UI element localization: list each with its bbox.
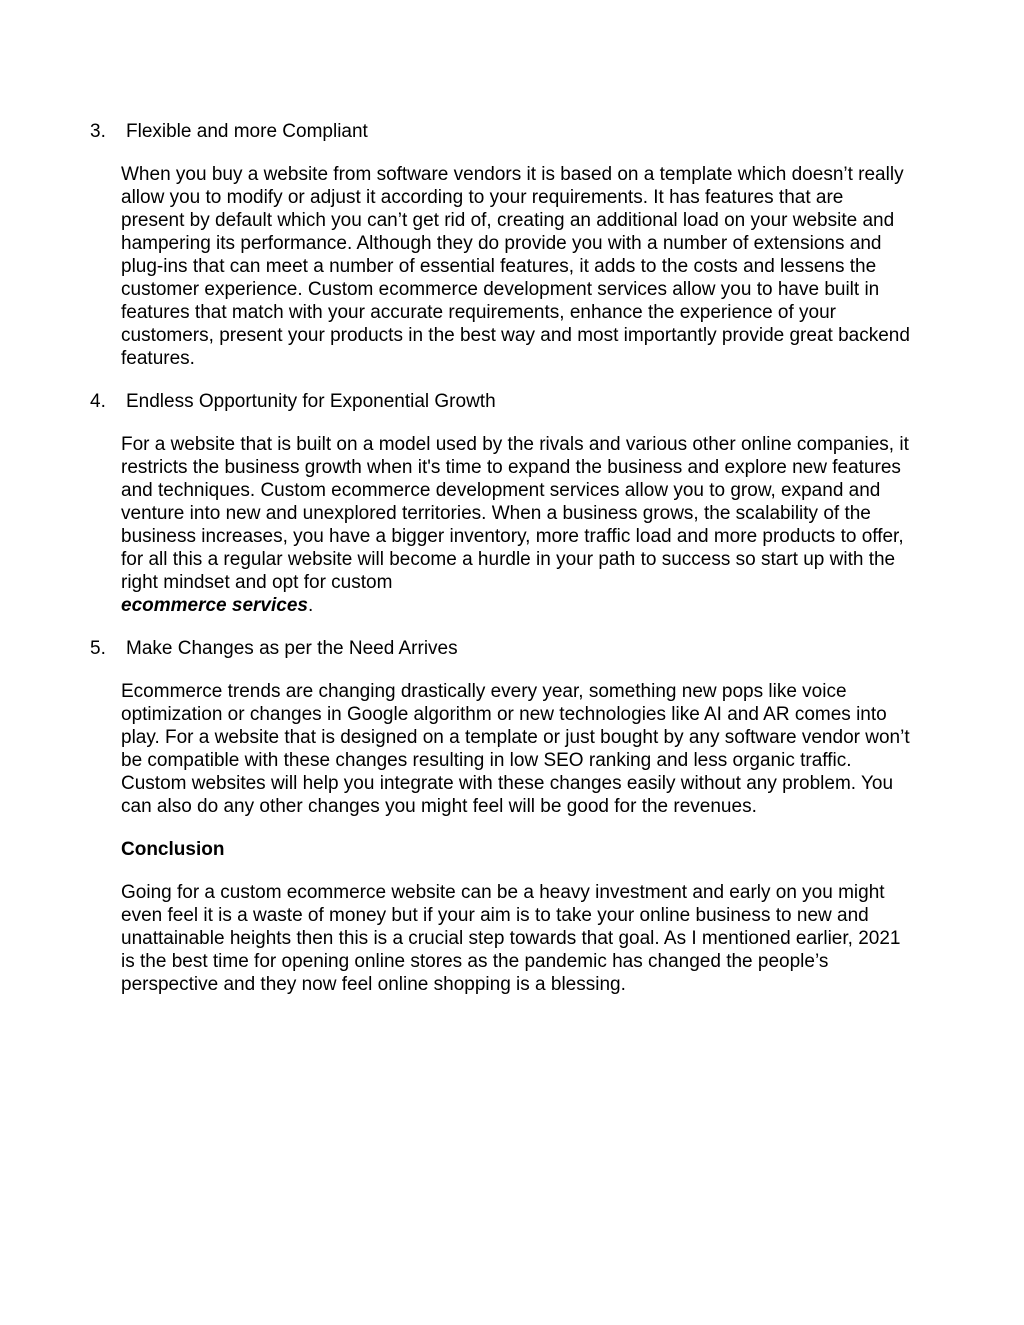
conclusion-heading: Conclusion xyxy=(121,839,225,860)
section-paragraph: Ecommerce trends are changing drastically every year, something new pops like voice optimization or changes in Google algorithm or new technologies like AI and AR comes into play. For a website that is designed on a template or just bought by any software vendor won’t be compatible with these changes resulting in low SEO ranking and less organic traffic. Custom websites will help you integrate with these changes easily without any problem. You can also do any other changes you might feel will be good for the revenues. xyxy=(121,681,910,817)
conclusion-paragraph: Going for a custom ecommerce website can be a heavy investment and early on you might even feel it is a waste of money but if your aim is to take your online business to new and unattainable heights then this is a crucial step towards that goal. As I mentioned earlier, 2021 is the best time for opening online stores as the pandemic has changed the people’s perspective and they now feel online shopping is a blessing. xyxy=(121,882,901,995)
section-title: Make Changes as per the Need Arrives xyxy=(126,638,458,659)
paragraph-text: For a website that is built on a model used by the rivals and various other online companies, it restricts the business growth when it's time to expand the business and explore new features and techniques. Custom ecommerce development services allow you to grow, expand and venture into new and unexplored territories. When a business grows, the scalability of the business increases, you have a bigger inventory, more traffic load and more products to offer, for all this a regular website will become a hurdle in your path to success so start up with the right mindset and opt for custom xyxy=(121,434,909,593)
section-heading-4 xyxy=(90,390,920,413)
section-number: 4. xyxy=(90,391,106,412)
section-title: Flexible and more Compliant xyxy=(126,121,368,142)
section-number: 3. xyxy=(90,121,106,142)
section-heading-5 xyxy=(90,637,920,660)
section-heading-3 xyxy=(90,120,920,143)
section-number: 5. xyxy=(90,638,106,659)
section-title: Endless Opportunity for Exponential Growth xyxy=(126,391,496,412)
section-paragraph xyxy=(121,433,911,617)
emphasized-keyword: ecommerce services xyxy=(121,595,308,616)
section-paragraph: When you buy a website from software vendors it is based on a template which doesn’t really allow you to modify or adjust it according to your requirements. It has features that are present by default which you can’t get rid of, creating an additional load on your website and hampering its performance. Although they do provide you with a number of extensions and plug-ins that can meet a number of essential features, it adds to the costs and lessens the customer experience. Custom ecommerce development services allow you to have built in features that match with your accurate requirements, enhance the experience of your customers, present your products in the best way and most importantly provide great backend features. xyxy=(121,164,910,369)
document-content xyxy=(90,120,920,1016)
paragraph-trailing-punctuation: . xyxy=(307,595,314,616)
